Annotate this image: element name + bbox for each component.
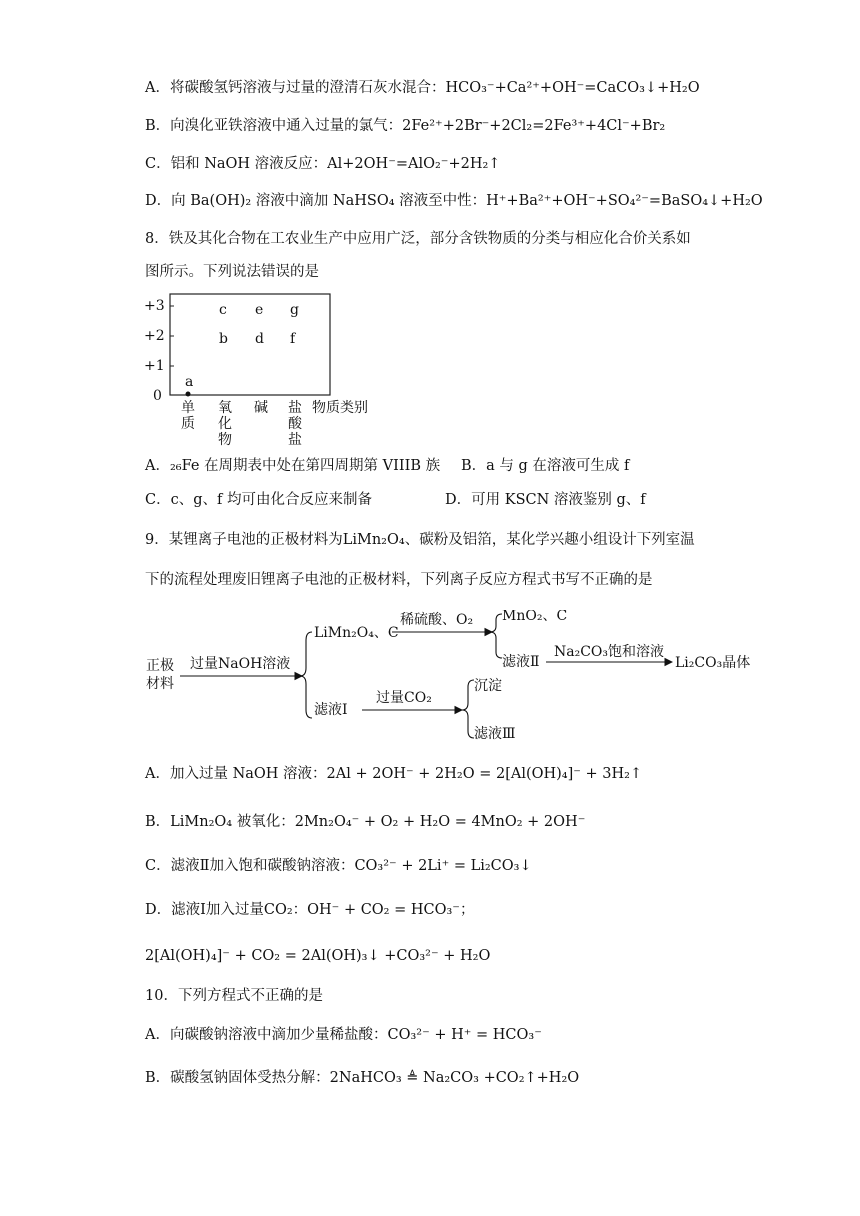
flow-start-line1: 正极 <box>146 658 174 674</box>
point-d: d <box>255 331 264 347</box>
flow-filtrate1: 滤液Ⅰ <box>314 702 348 718</box>
q8-option-b: B．a 与 g 在溶液可生成 f <box>461 458 630 474</box>
point-c: c <box>219 302 227 318</box>
q9-option-b: B．LiMn₂O₄ 被氧化：2Mn₂O₄⁻ + O₂ + H₂O = 4MnO₂ + 2OH⁻ <box>145 814 586 830</box>
flow-filtrate3: 滤液Ⅲ <box>474 726 516 742</box>
point-a: a <box>185 374 194 390</box>
q7-option-a: A．将碳酸氢钙溶液与过量的澄清石灰水混合：HCO₃⁻+Ca²⁺+OH⁻=CaCO₃↓+H₂O <box>145 80 700 96</box>
q8-options-row2 <box>145 490 705 510</box>
chart-frame <box>170 294 330 395</box>
x-cat-base: 碱 <box>254 400 268 416</box>
q9-stem-line1: 9．某锂离子电池的正极材料为LiMn₂O₄、碳粉及铝箔，某化学兴趣小组设计下列室温 <box>145 532 695 548</box>
flow-precipitate: 沉淀 <box>474 678 502 694</box>
flow-step4-label: 过量CO₂ <box>376 690 432 706</box>
flow-step1-label: 过量NaOH溶液 <box>190 656 291 672</box>
x-cat-oxide: 氧化物 <box>218 400 232 448</box>
point-e: e <box>255 302 264 318</box>
q8-options-row1 <box>145 456 705 476</box>
flow-step3-label: Na₂CO₃饱和溶液 <box>554 644 665 660</box>
q7-option-d: D．向 Ba(OH)₂ 溶液中滴加 NaHSO₄ 溶液至中性：H⁺+Ba²⁺+OH⁻+SO₄²⁻=BaSO₄↓+H₂O <box>145 193 763 209</box>
q9-option-d-line1: D．滤液Ⅰ加入过量CO₂：OH⁻ + CO₂ = HCO₃⁻； <box>145 902 475 918</box>
flow-start-line2: 材料 <box>146 676 174 692</box>
q8-option-c: C．c、g、f 均可由化合反应来制备 <box>145 492 372 508</box>
q8-valence-chart <box>140 290 370 450</box>
y-tick-0: 0 <box>153 388 162 404</box>
q10-stem: 10．下列方程式不正确的是 <box>145 988 323 1004</box>
point-b: b <box>219 331 228 347</box>
q7-option-b: B．向溴化亚铁溶液中通入过量的氯气：2Fe²⁺+2Br⁻+2Cl₂=2Fe³⁺+4Cl⁻+Br₂ <box>145 118 666 134</box>
q9-flowchart <box>140 610 760 750</box>
q9-option-a: A．加入过量 NaOH 溶液：2Al + 2OH⁻ + 2H₂O = 2[Al(OH)₄]⁻ + 3H₂↑ <box>145 766 643 782</box>
q8-option-d: D．可用 KSCN 溶液鉴别 g、f <box>445 492 646 508</box>
y-tick-2: +2 <box>144 328 165 344</box>
point-f: f <box>290 331 296 347</box>
x-cat-elemental: 单质 <box>181 400 195 432</box>
q8-option-a: A．₂₆Fe 在周期表中处在第四周期第 VIIIB 族 <box>145 458 441 474</box>
q9-option-c: C．滤液Ⅱ加入饱和碳酸钠溶液：CO₃²⁻ + 2Li⁺ = Li₂CO₃↓ <box>145 858 532 874</box>
flow-filtrate2: 滤液Ⅱ <box>502 654 540 670</box>
q7-option-c: C．铝和 NaOH 溶液反应：Al+2OH⁻=AlO₂⁻+2H₂↑ <box>145 156 501 172</box>
q9-option-d-line2: 2[Al(OH)₄]⁻ + CO₂ = 2Al(OH)₃↓ +CO₃²⁻ + H₂O <box>145 948 491 964</box>
q9-stem-line2: 下的流程处理废旧锂离子电池的正极材料，下列离子反应方程式书写不正确的是 <box>145 572 653 588</box>
flow-solid2: MnO₂、C <box>502 610 568 624</box>
q10-option-a: A．向碳酸钠溶液中滴加少量稀盐酸：CO₃²⁻ + H⁺ = HCO₃⁻ <box>145 1027 542 1043</box>
q8-stem-line2: 图所示。下列说法错误的是 <box>145 264 319 280</box>
y-tick-1: +1 <box>144 358 165 374</box>
flow-step2-label: 稀硫酸、O₂ <box>400 612 474 628</box>
point-g: g <box>290 302 299 318</box>
y-tick-3: +3 <box>144 298 165 314</box>
q8-stem-line1: 8．铁及其化合物在工农业生产中应用广泛，部分含铁物质的分类与相应化合价关系如 <box>145 231 691 247</box>
x-axis-label: 物质类别 <box>312 400 368 416</box>
point-a-dot <box>186 392 191 397</box>
x-cat-chloride: 盐酸盐 <box>288 400 302 448</box>
flow-solid1: LiMn₂O₄、C <box>314 625 399 641</box>
flow-product: Li₂CO₃晶体 <box>675 655 751 671</box>
q10-option-b: B．碳酸氢钠固体受热分解：2NaHCO₃ ≜ Na₂CO₃ +CO₂↑+H₂O <box>145 1070 580 1086</box>
